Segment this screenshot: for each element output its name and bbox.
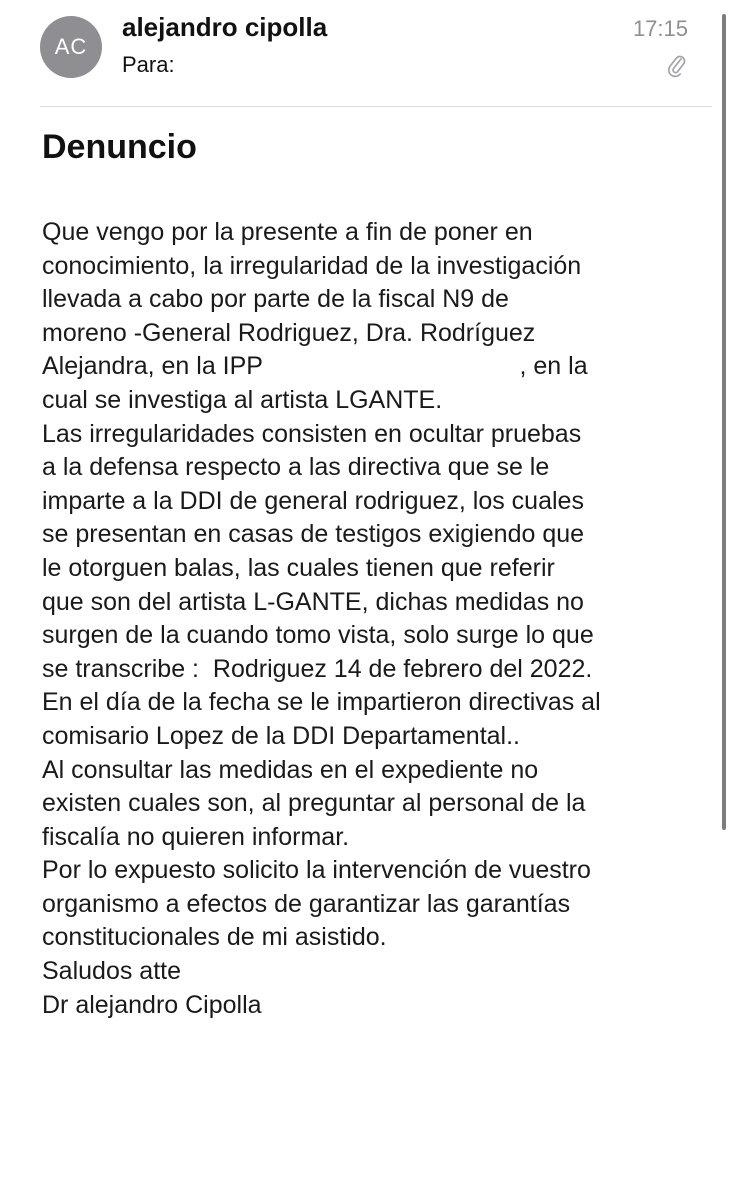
body-line: moreno -General Rodriguez, Dra. Rodríguez xyxy=(42,318,536,347)
paperclip-icon[interactable] xyxy=(668,52,686,78)
body-line: imparte a la DDI de general rodriguez, los cuales xyxy=(42,486,584,515)
body-line: Las irregularidades consisten en ocultar pruebas xyxy=(42,419,582,448)
body-line: Dr alejandro Cipolla xyxy=(42,990,262,1019)
body-line: cual se investiga al artista LGANTE. xyxy=(42,385,443,414)
body-line: a la defensa respecto a las directiva que se le xyxy=(42,453,550,482)
sender-avatar[interactable]: AC xyxy=(40,16,102,78)
body-line: En el día de la fecha se le impartieron directivas al xyxy=(42,688,601,717)
body-line: Que vengo por la presente a fin de poner en xyxy=(42,218,533,246)
body-line: constitucionales de mi asistido. xyxy=(42,923,387,952)
body-line: Saludos atte xyxy=(42,957,181,986)
sender-name[interactable]: alejandro cipolla xyxy=(122,12,328,42)
body-line: fiscalía no quieren informar. xyxy=(42,822,350,851)
message-time: 17:15 xyxy=(632,16,688,41)
body-line: se transcribe : Rodriguez 14 de febrero del 2022. xyxy=(42,654,593,683)
body-line: Por lo expuesto solicito la intervención de vuestro xyxy=(42,856,591,885)
message-header xyxy=(0,0,730,108)
scrollbar[interactable] xyxy=(722,14,726,830)
body-line: Alejandra, en la IPP , en la xyxy=(42,352,588,381)
message-body xyxy=(42,216,702,1022)
header-divider xyxy=(40,106,712,107)
body-line: comisario Lopez de la DDI Departamental.. xyxy=(42,721,521,750)
body-line: se presentan en casas de testigos exigiendo que xyxy=(42,520,585,549)
body-line: que son del artista L-GANTE, dichas medidas no xyxy=(42,587,584,616)
body-line: surgen de la cuando tomo vista, solo surge lo que xyxy=(42,621,594,650)
body-line: llevada a cabo por parte de la fiscal N9 de xyxy=(42,285,509,314)
body-line: Al consultar las medidas en el expediente no xyxy=(42,755,539,784)
body-line: conocimiento, la irregularidad de la investigación xyxy=(42,251,582,280)
body-line: organismo a efectos de garantizar las garantías xyxy=(42,889,571,918)
body-line: existen cuales son, al preguntar al personal de la xyxy=(42,789,586,818)
recipient-label: Para: xyxy=(122,52,175,77)
body-line: le otorguen balas, las cuales tienen que referir xyxy=(42,553,555,582)
message-subject: Denuncio xyxy=(42,128,197,166)
